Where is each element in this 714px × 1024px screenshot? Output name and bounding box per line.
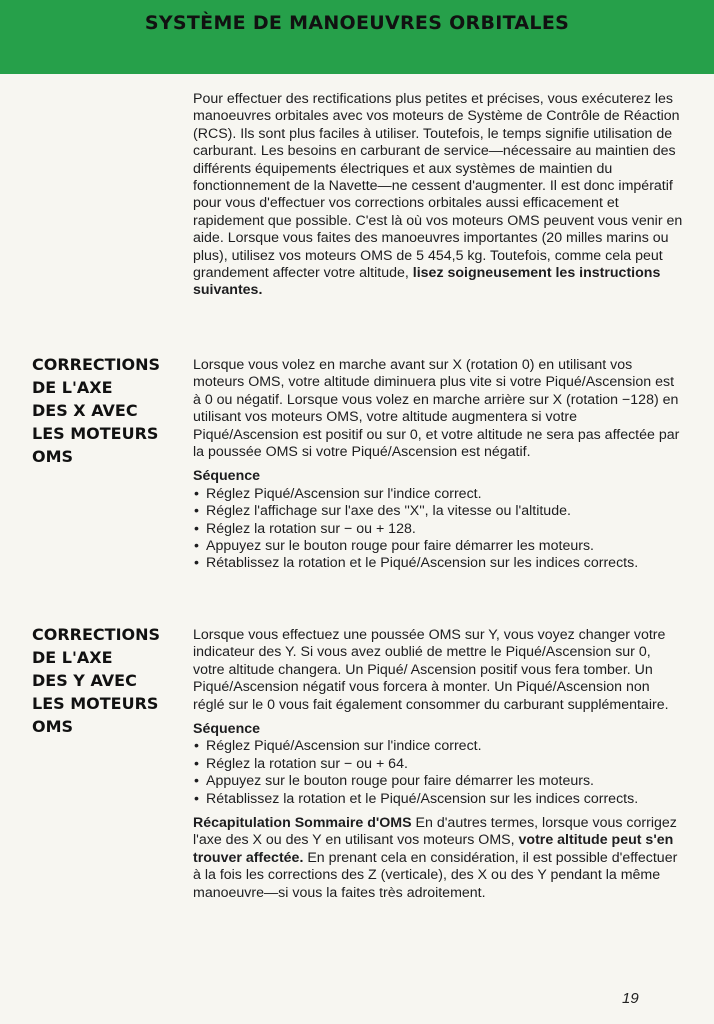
list-item: • Réglez l'affichage sur l'axe des ''X'', la vitesse ou l'altitude.: [193, 503, 683, 520]
list-item: • Rétablissez la rotation et le Piqué/Ascension sur les indices corrects.: [193, 555, 683, 572]
section-x-sequence-title: Séquence: [193, 468, 261, 485]
header-banner: [0, 0, 714, 74]
section-x-heading: [32, 353, 182, 468]
recap-bold-text: votre altitude peut s'en trouver affectée.: [193, 832, 674, 866]
list-item: • Appuyez sur le bouton rouge pour faire démarrer les moteurs.: [193, 538, 683, 555]
section-x-steps: [193, 486, 683, 573]
heading-line: DES Y AVEC: [32, 671, 137, 690]
section-x-paragraph: Lorsque vous volez en marche avant sur X (rotation 0) en utilisant vos moteurs OMS, votre altitude diminuera plus vite si votre Piqué/Ascension est à 0 ou négatif. Lorsque vous volez en marche arrière sur X (rotation −128) en utilisant vos moteurs OMS, votre altitude augmentera si votre Piqué/Ascension est positif ou sur 0, et votre altitude ne sera pas affectée par la poussée OMS si votre Piqué/Ascension est négatif.: [193, 357, 680, 461]
intro-paragraph: [193, 91, 683, 300]
heading-line: DES X AVEC: [32, 401, 138, 420]
section-y-paragraph: Lorsque vous effectuez une poussée OMS sur Y, vous voyez changer votre indicateur des Y. Si vous avez oublié de mettre le Piqué/Ascension sur 0, votre altitude changera. Un Piqué/ Ascension positif vous fera tomber. Un Piqué/Ascension négatif vous forcera à monter. Un Piqué/Ascension non réglé sur le 0 vous fait également consommer du carburant supplémentaire.: [193, 627, 669, 713]
list-item: • Réglez Piqué/Ascension sur l'indice correct.: [193, 738, 683, 755]
heading-line: LES MOTEURS: [32, 424, 159, 443]
section-y-sequence-title: Séquence: [193, 721, 261, 738]
list-item: • Réglez Piqué/Ascension sur l'indice correct.: [193, 486, 683, 503]
section-y-heading: [32, 623, 182, 738]
heading-line: DE L'AXE: [32, 378, 113, 397]
intro-bold-text: lisez soigneusement les instructions suivantes.: [193, 265, 661, 299]
recap-text: En prenant cela en considération, il est possible d'effectuer à la fois les corrections des Z (verticale), des X ou des Y pendant la même manoeuvre—si vous la faites très adroitement.: [193, 849, 678, 901]
section-x-body: [193, 357, 683, 573]
list-item: • Réglez la rotation sur − ou + 64.: [193, 756, 683, 773]
page-title: SYSTÈME DE MANOEUVRES ORBITALES: [144, 12, 570, 34]
heading-line: LES MOTEURS: [32, 694, 159, 713]
heading-line: CORRECTIONS: [32, 355, 161, 374]
heading-line: OMS: [32, 447, 74, 466]
recap-title: Récapitulation Sommaire d'OMS: [193, 815, 412, 832]
heading-line: OMS: [32, 717, 74, 736]
list-item: • Appuyez sur le bouton rouge pour faire démarrer les moteurs.: [193, 773, 683, 790]
page-number: 19: [622, 990, 639, 1007]
section-y-steps: [193, 738, 683, 808]
list-item: • Réglez la rotation sur − ou + 128.: [193, 521, 683, 538]
list-item: • Rétablissez la rotation et le Piqué/Ascension sur les indices corrects.: [193, 791, 683, 808]
recap-paragraph: [193, 815, 683, 902]
recap-text: En d'autres termes, lorsque vous corrigez l'axe des X ou des Y en utilisant vos moteurs OMS,: [193, 815, 677, 849]
section-y-body: [193, 627, 683, 902]
heading-line: CORRECTIONS: [32, 625, 161, 644]
heading-line: DE L'AXE: [32, 648, 113, 667]
intro-text: Pour effectuer des rectifications plus petites et précises, vous exécuterez les manoeuvres orbitales avec vos moteurs de Système de Contrôle de Réaction (RCS). Ils sont plus faciles à utiliser. Toutefois, le temps signifie utilisation de carburant. Les besoins en carburant de service—nécessaire au maintien des différents équipements électriques et aux systèmes de maintien du fonctionnement de la Navette—ne cessent d'augmenter. Il est donc impératif pour vous d'effectuer vos corrections orbitales aussi efficacement et rapidement que possible. C'est là où vos moteurs OMS peuvent vous venir en aide. Lorsque vous faites des manoeuvres importantes (20 milles marins ou plus), utilisez vos moteurs OMS de 5 454,5 kg. Toutefois, comme cela peut grandement affecter votre altitude,: [193, 91, 683, 282]
